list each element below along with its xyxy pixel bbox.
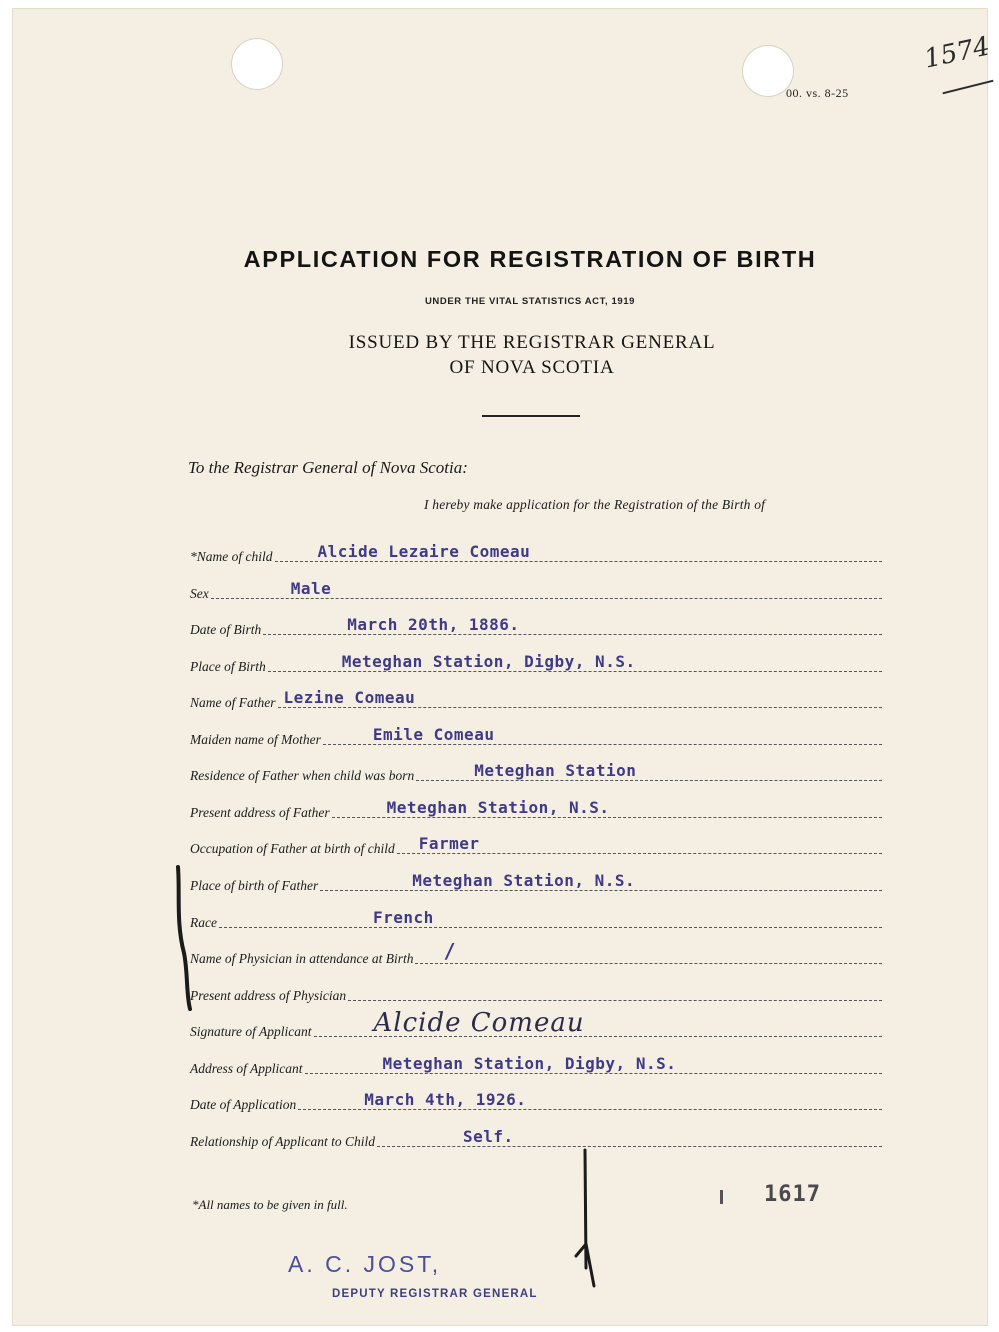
birth-application-form [12, 8, 993, 1326]
field-line [263, 612, 882, 635]
salutation: To the Registrar General of Nova Scotia: [188, 458, 468, 477]
field-line [415, 941, 882, 964]
title-divider [482, 415, 580, 417]
field-line [278, 685, 883, 708]
field-present-address-of-father [190, 799, 882, 821]
stamp-name: A. C. JOST, [288, 1251, 442, 1277]
stamp-title: DEPUTY REGISTRAR GENERAL [332, 1288, 538, 1300]
field-label: Residence of Father when child was born [190, 768, 415, 783]
footnote: *All names to be given in full. [192, 1197, 348, 1212]
field-label: Maiden name of Mother [190, 732, 321, 747]
field-place-of-birth-of-father [190, 872, 882, 894]
field-label: Date of Application [190, 1097, 297, 1112]
field-value: Male [290, 579, 332, 598]
field-line [305, 1051, 883, 1074]
field-date-of-application [190, 1091, 882, 1113]
field-signature-of-applicant [190, 1008, 882, 1040]
issued-line-1: ISSUED BY THE REGISTRAR GENERAL [348, 332, 716, 353]
field-value: Emile Comeau [372, 725, 495, 744]
field-line [332, 795, 882, 818]
field-race [190, 909, 882, 931]
punch-hole-left [231, 38, 283, 90]
field-value: March 4th, 1926. [364, 1090, 527, 1109]
field-line [397, 831, 882, 854]
field-label: Race [190, 915, 217, 930]
registration-number: 1617 [764, 1182, 821, 1207]
field-label: Present address of Physician [190, 988, 347, 1003]
intro-statement: I hereby make application for the Registration of the Birth of [424, 497, 766, 512]
field-sex [190, 580, 882, 602]
field-value: Lezine Comeau [283, 688, 416, 707]
field-line [211, 576, 882, 599]
field-value: Self. [463, 1127, 514, 1146]
field-value: March 20th, 1886. [347, 615, 520, 634]
field-date-of-birth [190, 616, 882, 638]
field-occupation-of-father [190, 835, 882, 857]
field-label: Occupation of Father at birth of child [190, 841, 395, 856]
field-line [219, 905, 882, 928]
field-line [298, 1087, 882, 1110]
field-label: Present address of Father [190, 805, 330, 820]
field-name-of-physician [190, 939, 882, 967]
field-value: Meteghan Station, N.S. [412, 871, 636, 890]
field-value: Meteghan Station, N.S. [386, 798, 610, 817]
field-maiden-name-of-mother [190, 726, 882, 748]
field-line [320, 868, 882, 891]
field-label: Name of Father [190, 695, 276, 710]
handwritten-file-number: 1574 [921, 31, 993, 75]
file-number-underline [943, 80, 994, 95]
field-line [275, 539, 883, 562]
field-label: *Name of child [190, 549, 273, 564]
form-code: 00. vs. 8-25 [786, 86, 849, 100]
issued-line-2: OF NOVA SCOTIA [449, 357, 615, 378]
field-label: Place of birth of Father [190, 878, 319, 893]
field-label: Signature of Applicant [190, 1024, 312, 1039]
field-present-address-of-physician [190, 982, 882, 1004]
field-name-of-child [190, 543, 882, 565]
field-line [348, 978, 882, 1001]
applicant-signature: Alcide Comeau [373, 1008, 585, 1038]
form-subtitle: UNDER THE VITAL STATISTICS ACT, 1919 [424, 296, 636, 307]
field-name-of-father [190, 689, 882, 711]
issued-by [12, 330, 999, 380]
field-line [377, 1124, 882, 1147]
registration-tick-mark [720, 1190, 723, 1204]
field-value: Farmer [418, 834, 480, 853]
field-value: French [372, 908, 434, 927]
form-title: APPLICATION FOR REGISTRATION OF BIRTH [243, 246, 817, 272]
field-value: Alcide Lezaire Comeau [317, 542, 531, 561]
field-label: Date of Birth [190, 622, 262, 637]
field-label: Place of Birth [190, 659, 266, 674]
field-line [268, 649, 882, 672]
field-label: Relationship of Applicant to Child [190, 1134, 375, 1149]
field-value: Meteghan Station [474, 761, 637, 780]
field-residence-of-father [190, 762, 882, 784]
field-relationship-to-child [190, 1128, 882, 1150]
field-value: / [443, 939, 457, 963]
pen-stroke-mark [572, 1148, 602, 1288]
field-address-of-applicant [190, 1055, 882, 1077]
field-line [416, 758, 882, 781]
field-place-of-birth [190, 653, 882, 675]
field-line [314, 1008, 883, 1038]
field-line [323, 722, 882, 745]
margin-bracket-mark [170, 863, 200, 1013]
field-label: Sex [190, 586, 209, 601]
field-label: Address of Applicant [190, 1061, 303, 1076]
field-value: Meteghan Station, Digby, N.S. [341, 652, 636, 671]
field-value: Meteghan Station, Digby, N.S. [382, 1054, 677, 1073]
field-label: Name of Physician in attendance at Birth [190, 951, 414, 966]
